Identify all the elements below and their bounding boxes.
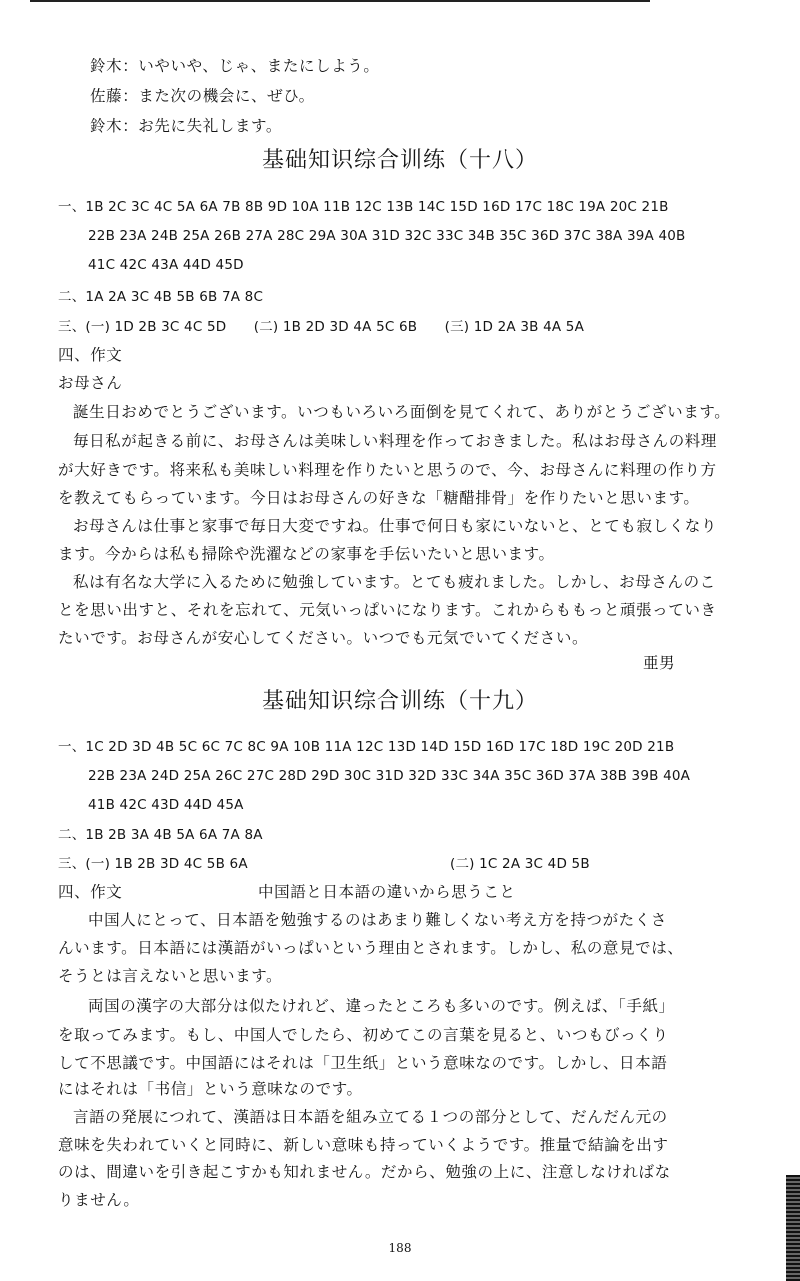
answer-line: (二) 1C 2A 3C 4D 5B [450, 856, 590, 872]
essay-line: のは、間違いを引き起こすかも知れません。だから、勉強の上に、注意しなければな [58, 1163, 671, 1181]
section-title: 基础知识综合训练（十九） [261, 689, 538, 714]
dialog-line: 鈴木：お先に失礼します。 [90, 117, 282, 135]
essay-line: して不思議です。中国語にはそれは「卫生纸」という意味なのです。しかし、日本語 [58, 1054, 668, 1072]
essay-line: を教えてもらっています。今日はお母さんの好きな「糖醋排骨」を作りたいと思います。 [58, 489, 700, 507]
answer-line: 一、1B 2C 3C 4C 5A 6A 7B 8B 9D 10A 11B 12C 13B 14C 15D 16D 17C 18C 19A 20C 21B [58, 199, 669, 215]
essay-line: たいです。お母さんが安心してください。いつでも元気でいてください。 [58, 629, 589, 647]
essay-line: ます。今からは私も掃除や洗濯などの家事を手伝いたいと思います。 [58, 545, 555, 563]
essay-line: にはそれは「书信」という意味なのです。 [58, 1080, 363, 1098]
essay-line: そうとは言えないと思います。 [58, 967, 283, 985]
essay-line: を取ってみます。もし、中国人でしたら、初めてこの言葉を見ると、いつもびっくり [58, 1026, 669, 1044]
essay-line: 毎日私が起きる前に、お母さんは美味しい料理を作っておきました。私はお母さんの料理 [73, 432, 718, 450]
essay-line: 中国人にとって、日本語を勉強するのはあまり難しくない考え方を持つがたくさ [88, 911, 667, 929]
dialog-line: 鈴木：いやいや、じゃ、またにしよう。 [90, 57, 380, 75]
answer-line: 三、(一) 1D 2B 3C 4C 5D (二) 1B 2D 3D 4A 5C 6B (三) 1D 2A 3B 4A 5A [58, 319, 585, 335]
answer-line: 二、1B 2B 3A 4B 5A 6A 7A 8A [58, 827, 263, 843]
essay-line: お母さんは仕事と家事で毎日大変ですね。仕事で何日も家にいないと、とても寂しくなり [73, 517, 718, 535]
question-heading: 四、作文 [58, 346, 123, 364]
essay-title: お母さん [58, 374, 123, 392]
dialog-line: 佐藤：また次の機会に、ぜひ。 [90, 87, 315, 105]
question-heading: 四、作文 [58, 883, 123, 901]
scan-edge-artifact [786, 1175, 800, 1281]
answer-line: 41B 42C 43D 44D 45A [88, 797, 244, 813]
answer-line: 22B 23A 24D 25A 26C 27C 28D 29D 30C 31D 32D 33C 34A 35C 36D 37A 38B 39B 40A [88, 768, 691, 784]
essay-line: 私は有名な大学に入るために勉強しています。とても疲れました。しかし、お母さんのこ [73, 573, 716, 591]
essay-line: 誕生日おめでとうございます。いつもいろいろ面倒を見てくれて、ありがとうございます。 [73, 403, 731, 421]
answer-line: 二、1A 2A 3C 4B 5B 6B 7A 8C [58, 289, 264, 305]
essay-line: 両国の漢字の大部分は似たけれど、違ったところも多いのです。例えば、「手紙」 [88, 997, 675, 1015]
essay-line: んいます。日本語には漢語がいっぱいという理由とされます。しかし、私の意見では、 [58, 939, 684, 957]
answer-line: 22B 23A 24B 25A 26B 27A 28C 29A 30A 31D 32C 33C 34B 35C 36D 37C 38A 39A 40B [88, 228, 686, 244]
answer-line: 一、1C 2D 3D 4B 5C 6C 7C 8C 9A 10B 11A 12C 13D 14D 15D 16D 17C 18D 19C 20D 21B [58, 739, 675, 755]
essay-line: 言語の発展につれて、漢語は日本語を組み立てる１つの部分として、だんだん元の [73, 1108, 668, 1126]
answer-line: 三、(一) 1B 2B 3D 4C 5B 6A [58, 856, 248, 872]
essay-line: りません。 [58, 1191, 140, 1209]
essay-title: 中国語と日本語の違いから思うこと [258, 883, 516, 901]
essay-line: 意味を失われていくと同時に、新しい意味も持っていくようです。推量で結論を出す [58, 1136, 669, 1154]
top-border-line [30, 0, 650, 2]
answer-line: 41C 42C 43A 44D 45D [88, 257, 244, 273]
section-title: 基础知识综合训练（十八） [261, 148, 538, 173]
page-number: 188 [388, 1241, 412, 1255]
essay-line: とを思い出すと、それを忘れて、元気いっぱいになります。これからももっと頑張っていき [58, 601, 717, 619]
essay-line: が大好きです。将来私も美味しい料理を作りたいと思うので、今、お母さんに料理の作り方 [58, 461, 717, 479]
essay-signature: 亜男 [643, 654, 676, 672]
